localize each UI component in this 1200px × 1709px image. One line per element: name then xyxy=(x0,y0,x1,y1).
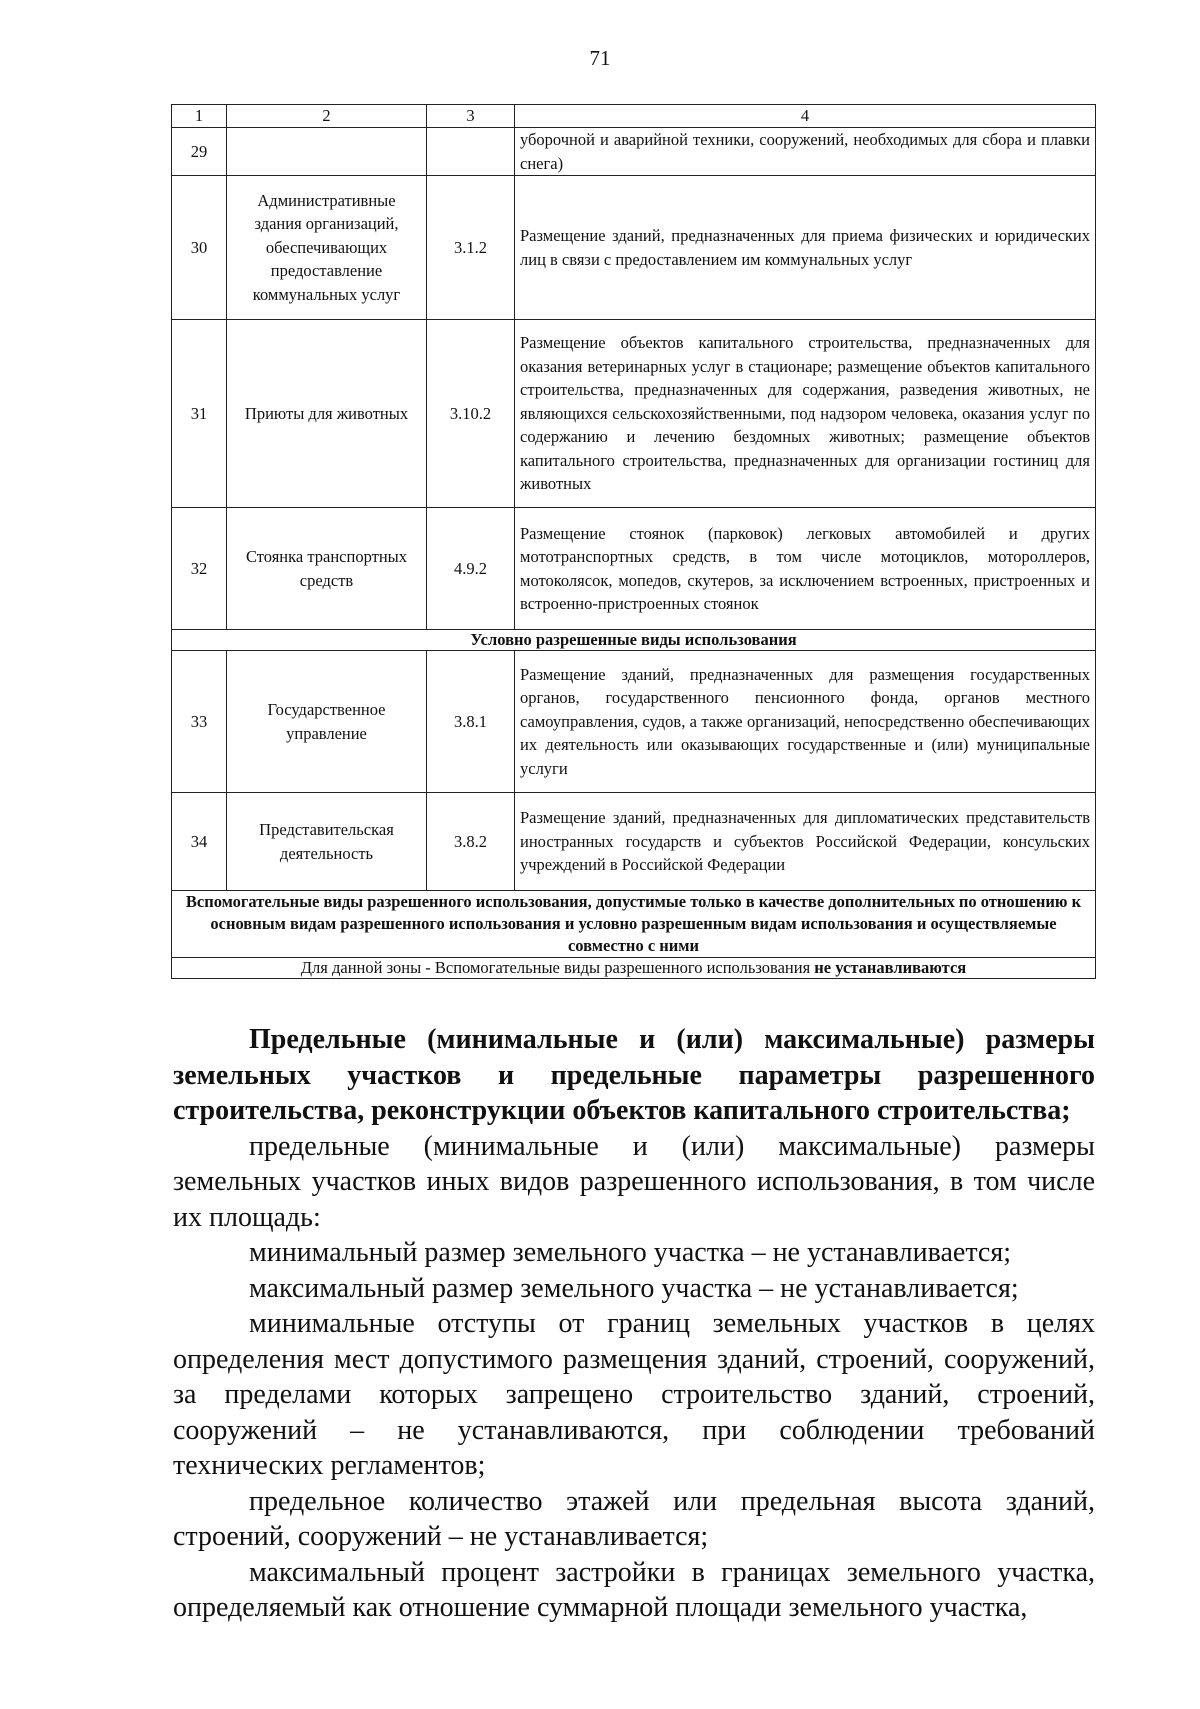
use-type-code: 4.9.2 xyxy=(427,508,515,630)
use-type-code xyxy=(427,128,515,176)
auxiliary-note-bold: не устанавливаются xyxy=(814,958,967,977)
table-row xyxy=(172,320,1096,508)
column-header: 3 xyxy=(427,105,515,128)
use-type-description: Размещение зданий, предназначенных для приема физических и юридических лиц в связи с предоставлением им коммунальных услуг xyxy=(515,176,1096,320)
row-number: 29 xyxy=(172,128,227,176)
table-row xyxy=(172,651,1096,793)
row-number: 33 xyxy=(172,651,227,793)
use-type-description: Размещение объектов капитального строительства, предназначенных для оказания ветеринарных услуг в стационаре; размещение объектов капитального строительства, предназначенных для содержания, разведения животных, не являющихся сельскохозяйственными, под надзором человека, оказания услуг по содержанию и лечению бездомных животных; размещение объектов капитального строительства, предназначенных для организации гостиниц для животных xyxy=(515,320,1096,508)
use-type-name: Приюты для животных xyxy=(227,320,427,508)
page-number: 71 xyxy=(589,46,611,70)
row-number: 32 xyxy=(172,508,227,630)
column-header: 4 xyxy=(515,105,1096,128)
use-type-name xyxy=(227,128,427,176)
use-type-code: 3.8.2 xyxy=(427,793,515,891)
table-header-row xyxy=(172,105,1096,128)
use-type-code: 3.8.1 xyxy=(427,651,515,793)
section-header-row xyxy=(172,630,1096,651)
use-type-name: Стоянка транспортных средств xyxy=(227,508,427,630)
use-type-name: Административные здания организаций, обеспечивающих предоставление коммунальных услуг xyxy=(227,176,427,320)
table-row xyxy=(172,128,1096,176)
use-type-description: Размещение стоянок (парковок) легковых автомобилей и других мототранспортных средств, в том числе мотоциклов, мотороллеров, мотоколясок, мопедов, скутеров, за исключением встроенных, пристроенных и встроенно-пристроенных стоянок xyxy=(515,508,1096,630)
use-type-description: Размещение зданий, предназначенных для размещения государственных органов, государственного пенсионного фонда, органов местного самоуправления, судов, а также организаций, непосредственно обеспечивающих их деятельность или оказывающих государственные и (или) муниципальные услуги xyxy=(515,651,1096,793)
paragraph: минимальные отступы от границ земельных участков в целях определения мест допустимого размещения зданий, строений, сооружений, за пределами которых запрещено строительство зданий, строений, сооружений – не устанавливаются, при соблюдении требований технических регламентов; xyxy=(173,1308,1095,1481)
row-number: 34 xyxy=(172,793,227,891)
use-type-name: Государственное управление xyxy=(227,651,427,793)
paragraph: максимальный процент застройки в границах земельного участка, определяемый как отношение суммарной площади земельного участка, xyxy=(173,1556,1095,1623)
use-type-name: Представительская деятельность xyxy=(227,793,427,891)
paragraph: максимальный размер земельного участка – не устанавливается; xyxy=(249,1272,1019,1304)
auxiliary-uses-note xyxy=(172,958,1096,979)
table-row xyxy=(172,176,1096,320)
use-type-code: 3.1.2 xyxy=(427,176,515,320)
table-row xyxy=(172,508,1096,630)
use-type-code: 3.10.2 xyxy=(427,320,515,508)
auxiliary-uses-title: Вспомогательные виды разрешенного использования, допустимые только в качестве дополнительных по отношению к основным видам разрешенного использования и условно разрешенным видам использования и осуществляемые совместно с ними xyxy=(172,891,1096,958)
regulations-text xyxy=(173,1022,1095,1626)
column-header: 2 xyxy=(227,105,427,128)
section-heading: Предельные (минимальные и (или) максимальные) размеры земельных участков и предельные параметры разрешенного строительства, реконструкции объектов капитального строительства; xyxy=(173,1024,1095,1126)
row-number: 30 xyxy=(172,176,227,320)
paragraph: минимальный размер земельного участка – не устанавливается; xyxy=(249,1237,1012,1268)
row-number: 31 xyxy=(172,320,227,508)
conditional-uses-title: Условно разрешенные виды использования xyxy=(172,630,1096,651)
land-use-table xyxy=(171,104,1096,979)
paragraph: предельное количество этажей или предельная высота зданий, строений, сооружений – не устанавливается; xyxy=(173,1485,1095,1552)
use-type-description: уборочной и аварийной техники, сооружений, необходимых для сбора и плавки снега) xyxy=(515,128,1096,176)
auxiliary-note-prefix: Для данной зоны - Вспомогательные виды разрешенного использования xyxy=(300,958,815,977)
column-header: 1 xyxy=(172,105,227,128)
section-header-row xyxy=(172,891,1096,958)
auxiliary-note-row xyxy=(172,958,1096,979)
paragraph: предельные (минимальные и (или) максимальные) размеры земельных участков иных видов разрешенного использования, в том числе их площадь: xyxy=(173,1130,1095,1233)
use-type-description: Размещение зданий, предназначенных для дипломатических представительств иностранных государств и субъектов Российской Федерации, консульских учреждений в Российской Федерации xyxy=(515,793,1096,891)
table-row xyxy=(172,793,1096,891)
